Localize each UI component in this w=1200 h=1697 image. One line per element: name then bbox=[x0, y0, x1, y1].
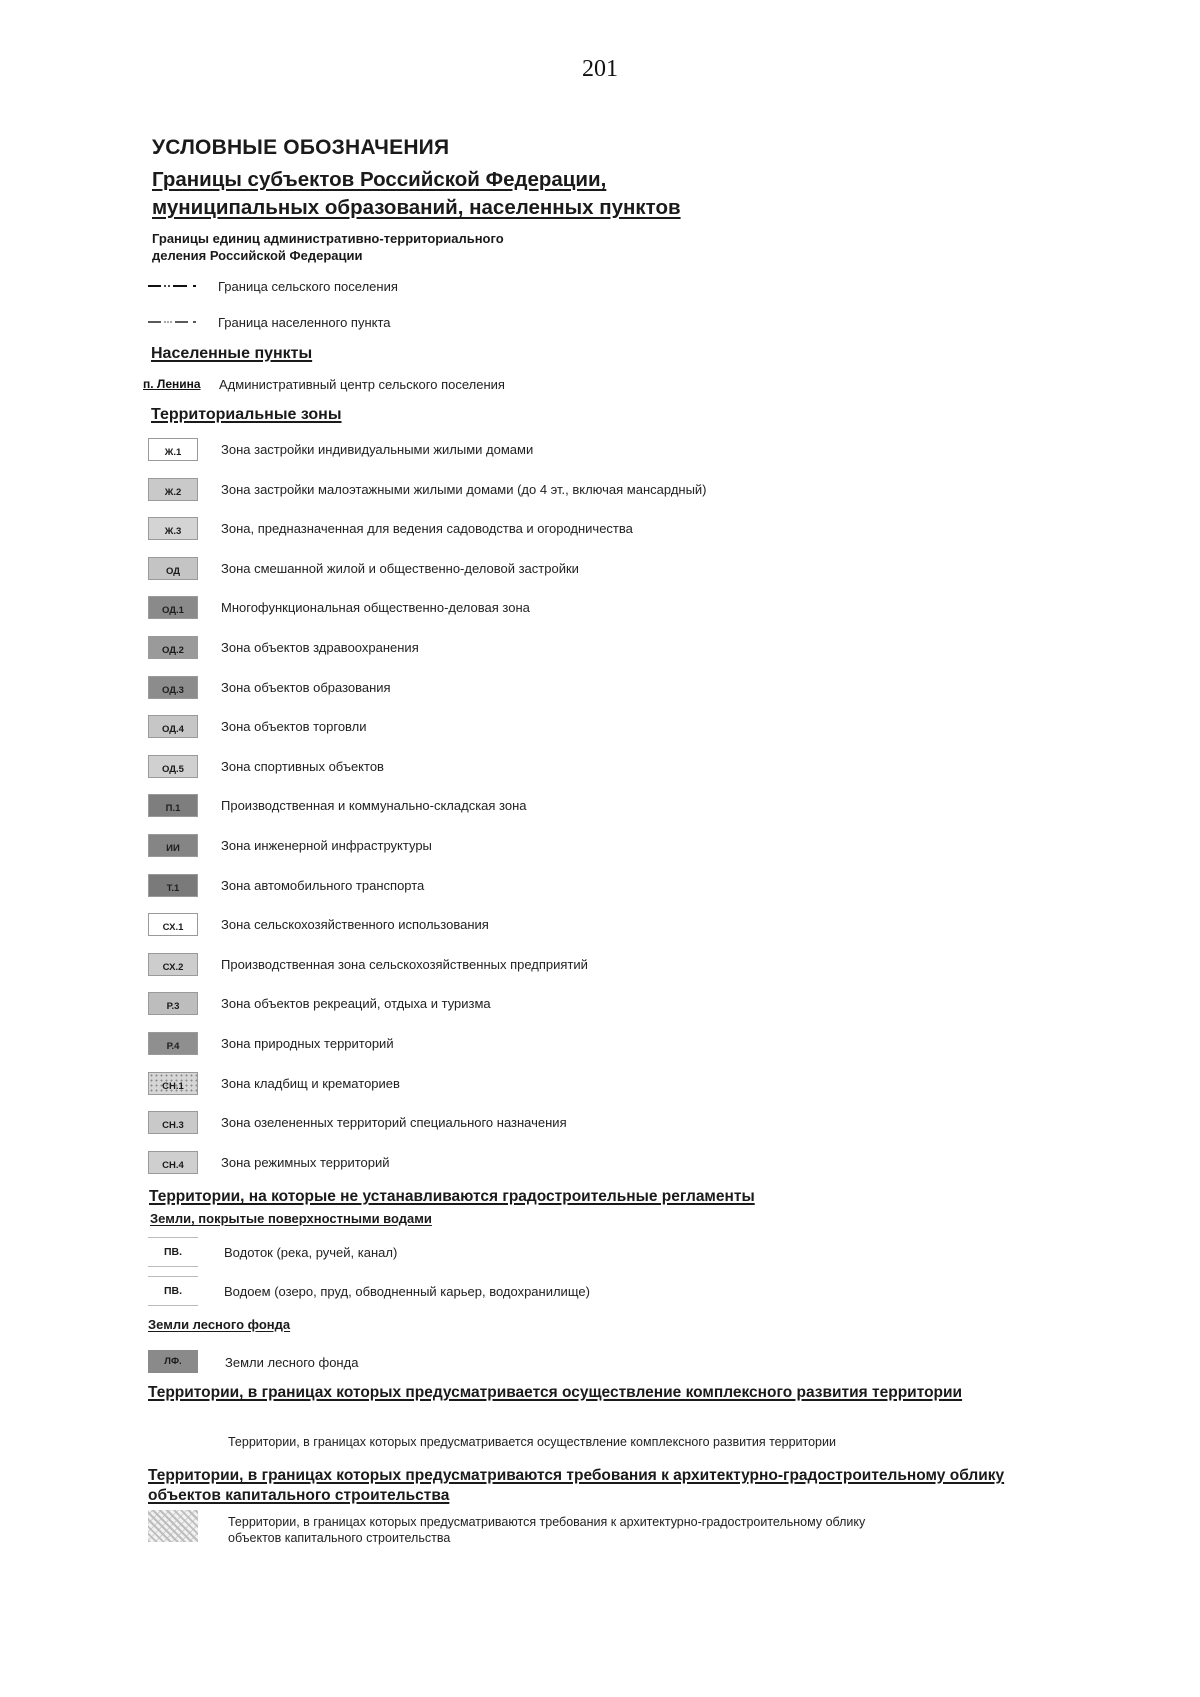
zone-label: Зона режимных территорий bbox=[221, 1155, 390, 1170]
zone-label: Зона объектов рекреаций, отдыха и туризма bbox=[221, 996, 491, 1011]
zone-symbol: СН.1 bbox=[148, 1072, 198, 1095]
forest-label: Земли лесного фонда bbox=[225, 1355, 359, 1370]
zone-label: Зона инженерной инфраструктуры bbox=[221, 838, 432, 853]
complex-development-label: Территории, в границах которых предусматривается осуществление комплексного развития территории bbox=[228, 1435, 836, 1449]
zone-label: Зона объектов образования bbox=[221, 680, 391, 695]
zone-label: Зона объектов здравоохранения bbox=[221, 640, 419, 655]
zone-symbol: СН.4 bbox=[148, 1151, 198, 1174]
zone-label: Зона смешанной жилой и общественно-деловой застройки bbox=[221, 561, 579, 576]
page-number: 201 bbox=[582, 56, 618, 82]
zone-symbol: СХ.1 bbox=[148, 913, 198, 936]
legend-subtitle-line1: Границы субъектов Российской Федерации, bbox=[152, 168, 607, 191]
forest-header: Земли лесного фонда bbox=[148, 1317, 291, 1332]
arch-requirements-label-line1: Территории, в границах которых предусматриваются требования к архитектурно-градостроительному облику bbox=[228, 1515, 866, 1529]
zone-symbol: Р.4 bbox=[148, 1032, 198, 1055]
waterbody-symbol: ПВ. bbox=[148, 1276, 198, 1306]
settlement-center-label: Административный центр сельского поселения bbox=[219, 377, 505, 392]
zone-label: Многофункциональная общественно-деловая зона bbox=[221, 600, 530, 615]
zone-symbol: ОД.3 bbox=[148, 676, 198, 699]
zone-symbol: ОД bbox=[148, 557, 198, 580]
zone-label: Производственная и коммунально-складская зона bbox=[221, 798, 527, 813]
arch-requirements-header-line1: Территории, в границах которых предусматриваются требования к архитектурно-градостроительному облику bbox=[148, 1467, 1005, 1484]
zone-label: Зона застройки малоэтажными жилыми домами (до 4 эт., включая мансардный) bbox=[221, 482, 707, 497]
settlement-boundary-symbol bbox=[147, 316, 199, 328]
zone-label: Зона объектов торговли bbox=[221, 719, 367, 734]
zone-symbol: Т.1 bbox=[148, 874, 198, 897]
zone-label: Зона озелененных территорий специального назначения bbox=[221, 1115, 567, 1130]
boundary-label-settlement: Граница населенного пункта bbox=[218, 315, 391, 330]
zone-symbol: Р.3 bbox=[148, 992, 198, 1015]
watercourse-symbol: ПВ. bbox=[148, 1237, 198, 1267]
settlement-center-symbol: п. Ленина bbox=[143, 377, 201, 391]
zone-symbol: ОД.1 bbox=[148, 596, 198, 619]
zone-label: Зона природных территорий bbox=[221, 1036, 394, 1051]
zone-symbol: СН.3 bbox=[148, 1111, 198, 1134]
arch-requirements-label-line2: объектов капитального строительства bbox=[228, 1531, 451, 1545]
zone-symbol: СХ.2 bbox=[148, 953, 198, 976]
zone-label: Зона сельскохозяйственного использования bbox=[221, 917, 489, 932]
zone-label: Зона спортивных объектов bbox=[221, 759, 384, 774]
complex-development-header: Территории, в границах которых предусматривается осуществление комплексного развития территории bbox=[148, 1384, 963, 1401]
zone-label: Производственная зона сельскохозяйственных предприятий bbox=[221, 957, 588, 972]
boundary-label-rural: Граница сельского поселения bbox=[218, 279, 398, 294]
zone-symbol: Ж.2 bbox=[148, 478, 198, 501]
admin-header-line2: деления Российской Федерации bbox=[152, 248, 363, 263]
zones-header: Территориальные зоны bbox=[151, 406, 342, 423]
settlements-header: Населенные пункты bbox=[151, 345, 313, 362]
zone-label: Зона автомобильного транспорта bbox=[221, 878, 425, 893]
legend-title: УСЛОВНЫЕ ОБОЗНАЧЕНИЯ bbox=[152, 136, 450, 159]
zone-label: Зона, предназначенная для ведения садоводства и огородничества bbox=[221, 521, 633, 536]
arch-requirements-header-line2: объектов капитального строительства bbox=[148, 1487, 450, 1504]
legend-subtitle-line2: муниципальных образований, населенных пунктов bbox=[152, 196, 681, 219]
zone-symbol: ИИ bbox=[148, 834, 198, 857]
zone-label: Зона кладбищ и крематориев bbox=[221, 1076, 400, 1091]
water-header: Земли, покрытые поверхностными водами bbox=[150, 1211, 432, 1226]
zone-symbol: ОД.2 bbox=[148, 636, 198, 659]
zone-symbol: ОД.4 bbox=[148, 715, 198, 738]
watercourse-label: Водоток (река, ручей, канал) bbox=[224, 1245, 398, 1260]
forest-symbol: ЛФ. bbox=[148, 1350, 198, 1373]
zone-label: Зона застройки индивидуальными жилыми домами bbox=[221, 442, 534, 457]
zone-symbol: Ж.1 bbox=[148, 438, 198, 461]
admin-header-line1: Границы единиц административно-территориального bbox=[152, 231, 504, 246]
arch-requirements-symbol bbox=[148, 1510, 198, 1542]
no-regulations-header: Территории, на которые не устанавливаются градостроительные регламенты bbox=[149, 1188, 755, 1205]
waterbody-label: Водоем (озеро, пруд, обводненный карьер, водохранилище) bbox=[224, 1284, 590, 1299]
zone-symbol: П.1 bbox=[148, 794, 198, 817]
zone-symbol: Ж.3 bbox=[148, 517, 198, 540]
zone-symbol: ОД.5 bbox=[148, 755, 198, 778]
rural-settlement-boundary-symbol bbox=[147, 280, 199, 292]
